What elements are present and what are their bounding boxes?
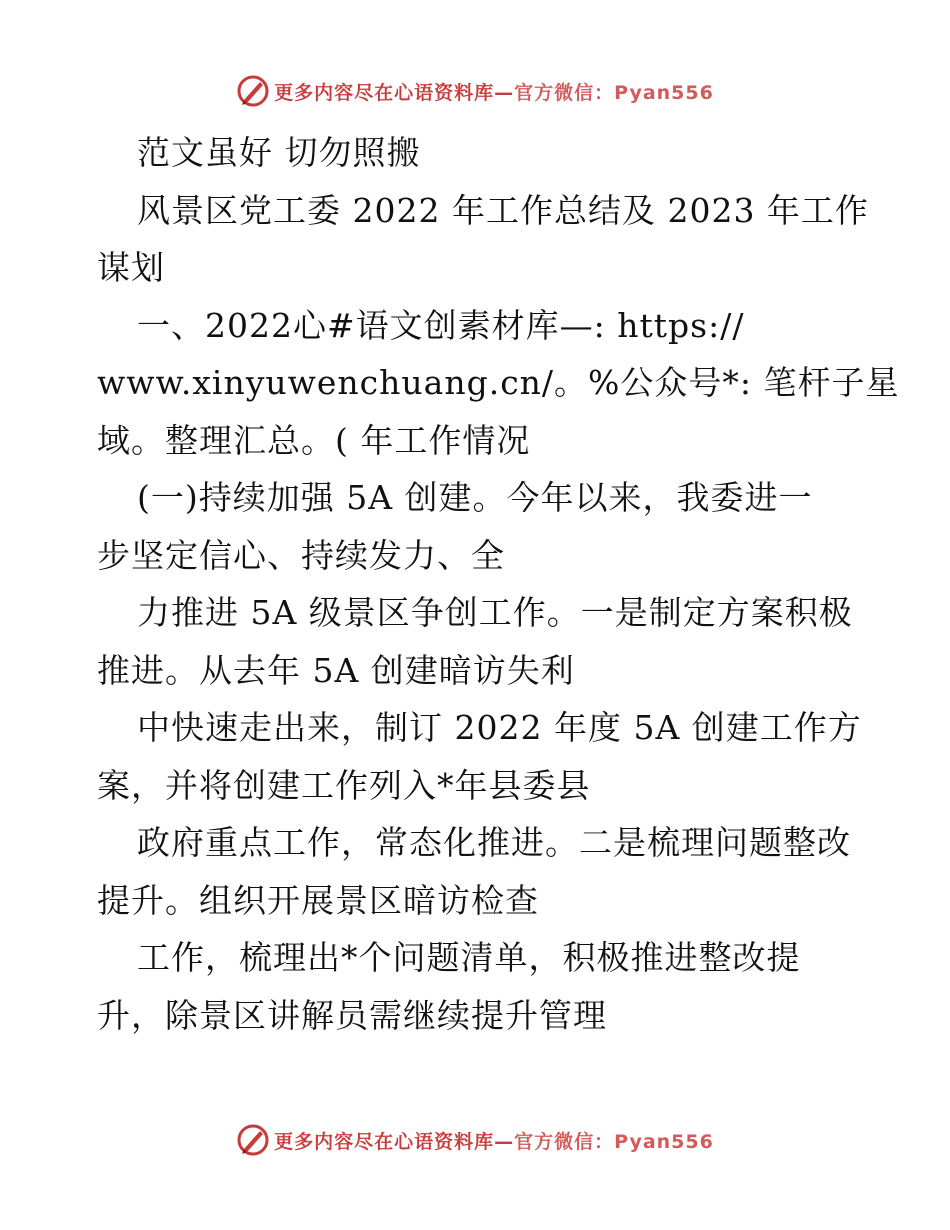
text-line: 一、2022心#语文创素材库—: https:// (137, 305, 745, 345)
text-line: (一)持续加强 5A 创建。今年以来，我委进一 (137, 478, 813, 517)
text-line: 升，除景区讲解员需继续提升管理 (97, 995, 607, 1035)
pen-logo-icon (236, 1123, 270, 1157)
pen-logo-icon (236, 74, 270, 108)
text-line: www.xinyuwenchuang.cn/。%公众号*: 笔杆子星 (97, 363, 900, 402)
text-line: 政府重点工作，常态化推进。二是梳理问题整改 (137, 823, 851, 862)
header-banner (0, 71, 950, 111)
banner-text: 更多内容尽在心语资料库—官方微信：Pyan556 (274, 1130, 714, 1153)
text-line: 工作，梳理出*个问题清单，积极推进整改提 (137, 938, 801, 977)
banner-text: 更多内容尽在心语资料库—官方微信：Pyan556 (274, 81, 714, 104)
text-line: 谋划 (97, 248, 165, 287)
text-line: 中快速走出来，制订 2022 年度 5A 创建工作方 (137, 708, 862, 747)
text-line: 域。整理汇总。( 年工作情况 (97, 420, 531, 460)
text-line: 风景区党工委 2022 年工作总结及 2023 年工作 (137, 190, 869, 230)
document-body (97, 124, 900, 1044)
text-line: 提升。组织开展景区暗访检查 (97, 880, 539, 920)
text-line: 步坚定信心、持续发力、全 (97, 535, 505, 575)
text-line: 案，并将创建工作列入*年县委县 (97, 765, 591, 805)
text-line: 推进。从去年 5A 创建暗访失利 (97, 650, 575, 690)
text-line: 范文虽好 切勿照搬 (137, 133, 421, 172)
text-line: 力推进 5A 级景区争创工作。一是制定方案积极 (137, 593, 853, 632)
footer-banner (0, 1120, 950, 1160)
